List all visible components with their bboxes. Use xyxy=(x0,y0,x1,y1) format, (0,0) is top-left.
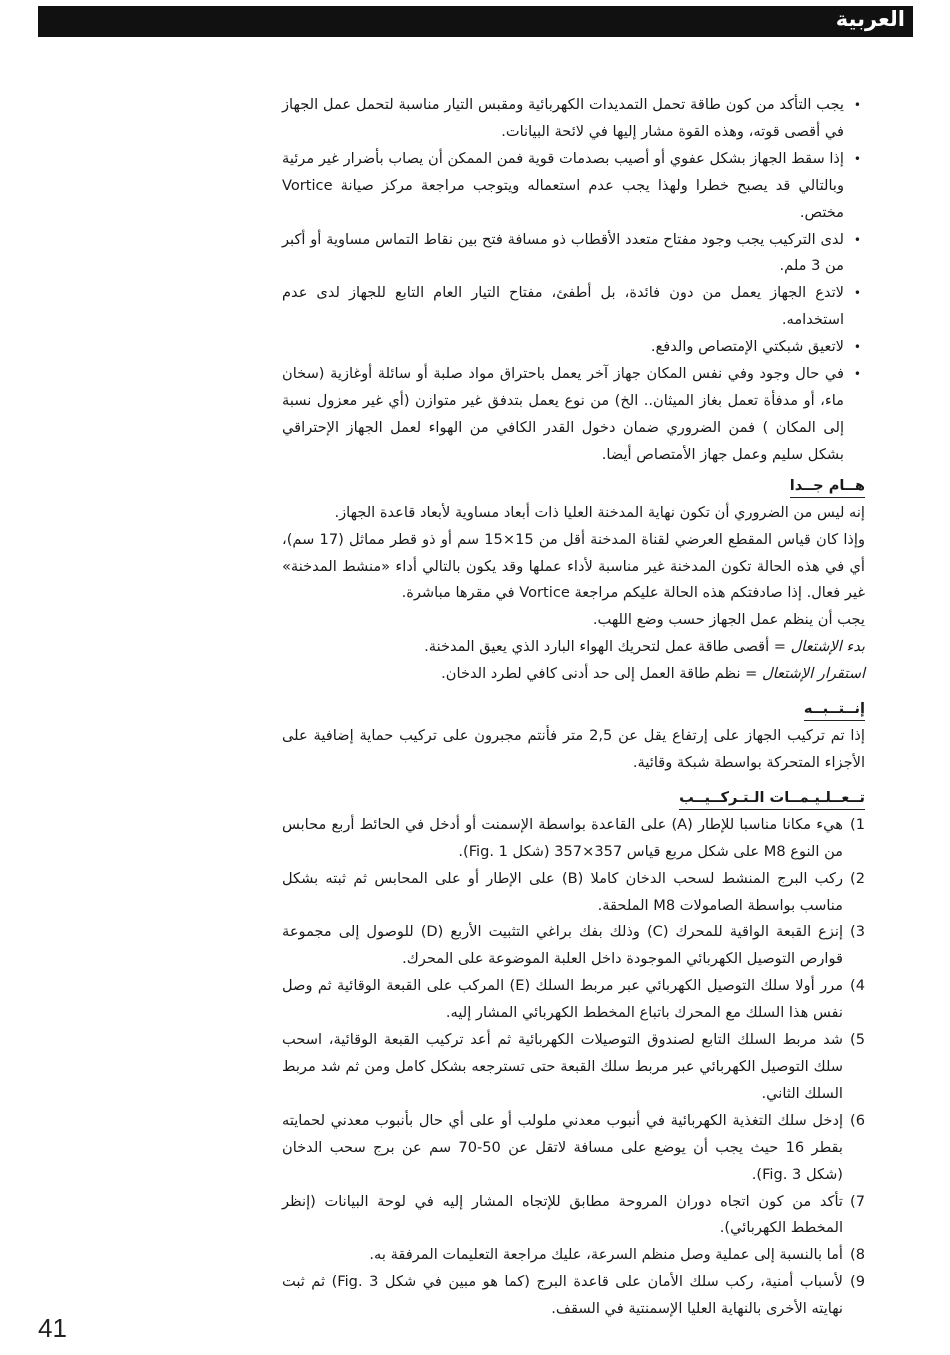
step-text: لأسباب أمنية، ركب سلك الأمان على قاعدة البرج (كما هو مبين في شكل Fig. 3) ثم ثبت نهايته الأخرى بالنهاية العليا الإسمنتية في السقف. xyxy=(282,1273,843,1318)
language-header-bar xyxy=(38,6,913,37)
bullet-icon: • xyxy=(853,286,861,301)
important-paragraph: يجب أن ينظم عمل الجهاز حسب وضع اللهب. xyxy=(592,611,865,629)
step-text: مرر أولا سلك التوصيل الكهربائي عبر مربط السلك (E) المركب على القبعة الوقائية ثم وصل نفس هذا السلك مع المحرك باتباع المخطط الكهربائي المشار إليه. xyxy=(282,977,844,1022)
definition-stability xyxy=(282,661,865,688)
installation-step xyxy=(282,812,865,866)
language-label: العربية xyxy=(835,7,905,31)
step-number: 3) xyxy=(850,923,865,941)
important-paragraph: وإذا كان قياس المقطع العرضي لقناة المدخنة أقل من 15×15 سم أو ذو قطر مماثل (17 سم)، أي في هذه الحالة تكون المدخنة غير مناسبة لأداء عملها وقد يكون بالتالي أداء «منشط المدخنة» غير فعال. إذا صادفتكم هذه الحالة عليكم مراجعة Vortice في مقرها مباشرة. xyxy=(282,530,865,602)
definition-text: = أقصى طاقة عمل لتحريك الهواء البارد الذي يعيق المدخنة. xyxy=(424,638,791,656)
installation-step xyxy=(282,866,865,920)
important-paragraph: إنه ليس من الضروري أن تكون نهاية المدخنة العليا ذات أبعاد مساوية لأبعاد قاعدة الجهاز. xyxy=(334,503,865,521)
bullet-icon: • xyxy=(853,98,861,112)
important-section xyxy=(282,469,865,688)
step-number: 5) xyxy=(850,1031,865,1049)
installation-step xyxy=(282,1269,865,1323)
bullet-item: • في حال وجود وفي نفس المكان جهاز آخر يعمل باحتراق مواد صلبة أو سائلة أوغازية (سخان ماء، أو مدفأة تعمل بغاز الميثان.. الخ) من نوع يعمل بتدفق غير متوازن (أي غير معزول نسبة إلى المكان ) فمن الضروري ضمان دخول القدر الكافي من الهواء لعمل الجهاز الإحتراقي بشكل سليم وعمل جهاز الأمتصاص أيضا. xyxy=(282,361,865,469)
step-text: إنزع القبعة الواقية للمحرك (C) وذلك بفك براغي التثبيت الأربع (D) للوصول إلى مجموعة قوارص التوصيل الكهربائي الموجودة داخل العلبة الموضوعة على المحرك. xyxy=(282,923,844,968)
warning-text: إذا تم تركيب الجهاز على إرتفاع يقل عن 2,5 متر فأنتم مجبرون على تركيب حماية إضافية على الأجزاء المتحركة بواسطة شبكة وقائية. xyxy=(282,727,865,771)
step-text: تأكد من كون اتجاه دوران المروحة مطابق للإتجاه المشار إليه في لوحة البيانات (إنظر المخطط الكهربائي). xyxy=(282,1192,843,1237)
definition-text: = نظم طاقة العمل إلى حد أدنى كافي لطرد الدخان. xyxy=(441,665,763,683)
definition-term: بدء الإشتعال xyxy=(790,638,865,656)
installation-step xyxy=(282,919,865,973)
installation-step xyxy=(282,973,865,1027)
step-number: 1) xyxy=(850,815,865,833)
bullet-item: • لدى التركيب يجب وجود مفتاح متعدد الأقطاب ذو مسافة فتح بين نقاط التماس مساوية أو أكبر من 3 ملم. xyxy=(282,227,865,281)
step-number: 8) xyxy=(850,1246,865,1264)
bullet-item: • لاتدع الجهاز يعمل من دون فائدة، بل أطفئ، مفتاح التيار العام التابع للجهاز لدى عدم استخدامه. xyxy=(282,280,865,334)
step-text: شد مربط السلك التابع لصندوق التوصيلات الكهربائية ثم أعد تركيب القبعة الوقائية، اسحب سلك التوصيل الكهربائي عبر مربط سلك القبعة حتى تسترجعه بشكل كامل ومن ثم شد مربط السلك الثاني. xyxy=(282,1031,843,1102)
safety-bullets xyxy=(282,92,865,469)
step-number: 4) xyxy=(850,977,865,995)
bullet-item: • إذا سقط الجهاز بشكل عفوي أو أصيب بصدمات قوية فمن الممكن أن يصاب بأضرار غير مرئية وبالتالي قد يصبح خطرا ولهذا يجب عدم استعماله ويتوجب مراجعة مركز صيانة Vortice مختص. xyxy=(282,146,865,227)
bullet-icon: • xyxy=(853,340,861,355)
bullet-item: • لاتعيق شبكتي الإمتصاص والدفع. xyxy=(282,334,865,361)
installation-step xyxy=(282,1108,865,1189)
step-text: ركب البرج المنشط لسحب الدخان كاملا (B) على الإطار أو على المحابس ثم ثبته بشكل مناسب بواسطة الصامولات M8 الملحقة. xyxy=(282,869,843,914)
installation-step xyxy=(282,1189,865,1243)
step-number: 7) xyxy=(850,1192,865,1210)
installation-section xyxy=(282,781,865,1323)
warning-heading: إنــتــبــه xyxy=(804,698,865,721)
bullet-icon: • xyxy=(853,367,861,382)
definition-term: استقرار الإشتعال xyxy=(762,665,865,683)
step-text: إدخل سلك التغذية الكهربائية في أنبوب معدني ملولب أو على أي حال بأنبوب معدني لحمايته بقطر 16 حيث يجب أن يوضع على مسافة لاتقل عن 50-70 سم عن برج سحب الدخان (شكل Fig. 3). xyxy=(282,1111,843,1183)
installation-heading: تــعــلـيـمــات الـتـركــيــب xyxy=(679,787,865,810)
installation-step xyxy=(282,1027,865,1108)
step-number: 6) xyxy=(850,1111,865,1129)
definition-ignition xyxy=(282,634,865,661)
bullet-icon: • xyxy=(853,232,861,247)
bullet-icon: • xyxy=(853,151,861,166)
installation-step xyxy=(282,1242,865,1269)
step-number: 2) xyxy=(850,869,865,887)
page-number: 41 xyxy=(38,1313,67,1343)
important-heading: هــام جــدا xyxy=(790,475,865,498)
step-number: 9) xyxy=(850,1273,865,1291)
bullet-item: • يجب التأكد من كون طاقة تحمل التمديدات الكهربائية ومقبس التيار مناسبة لتحمل عمل الجهاز في أقصى قوته، وهذه القوة مشار إليها في لائحة البيانات. xyxy=(282,92,865,146)
document-body xyxy=(282,92,865,1323)
step-text: أما بالنسبة إلى عملية وصل منظم السرعة، عليك مراجعة التعليمات المرفقة به. xyxy=(369,1246,843,1264)
warning-section xyxy=(282,692,865,777)
step-text: هيء مكانا مناسبا للإطار (A) على القاعدة بواسطة الإسمنت أو أدخل في الحائط أربع محابس من النوع M8 على شكل مربع قياس 357×357 (شكل Fig. 1). xyxy=(282,815,844,860)
